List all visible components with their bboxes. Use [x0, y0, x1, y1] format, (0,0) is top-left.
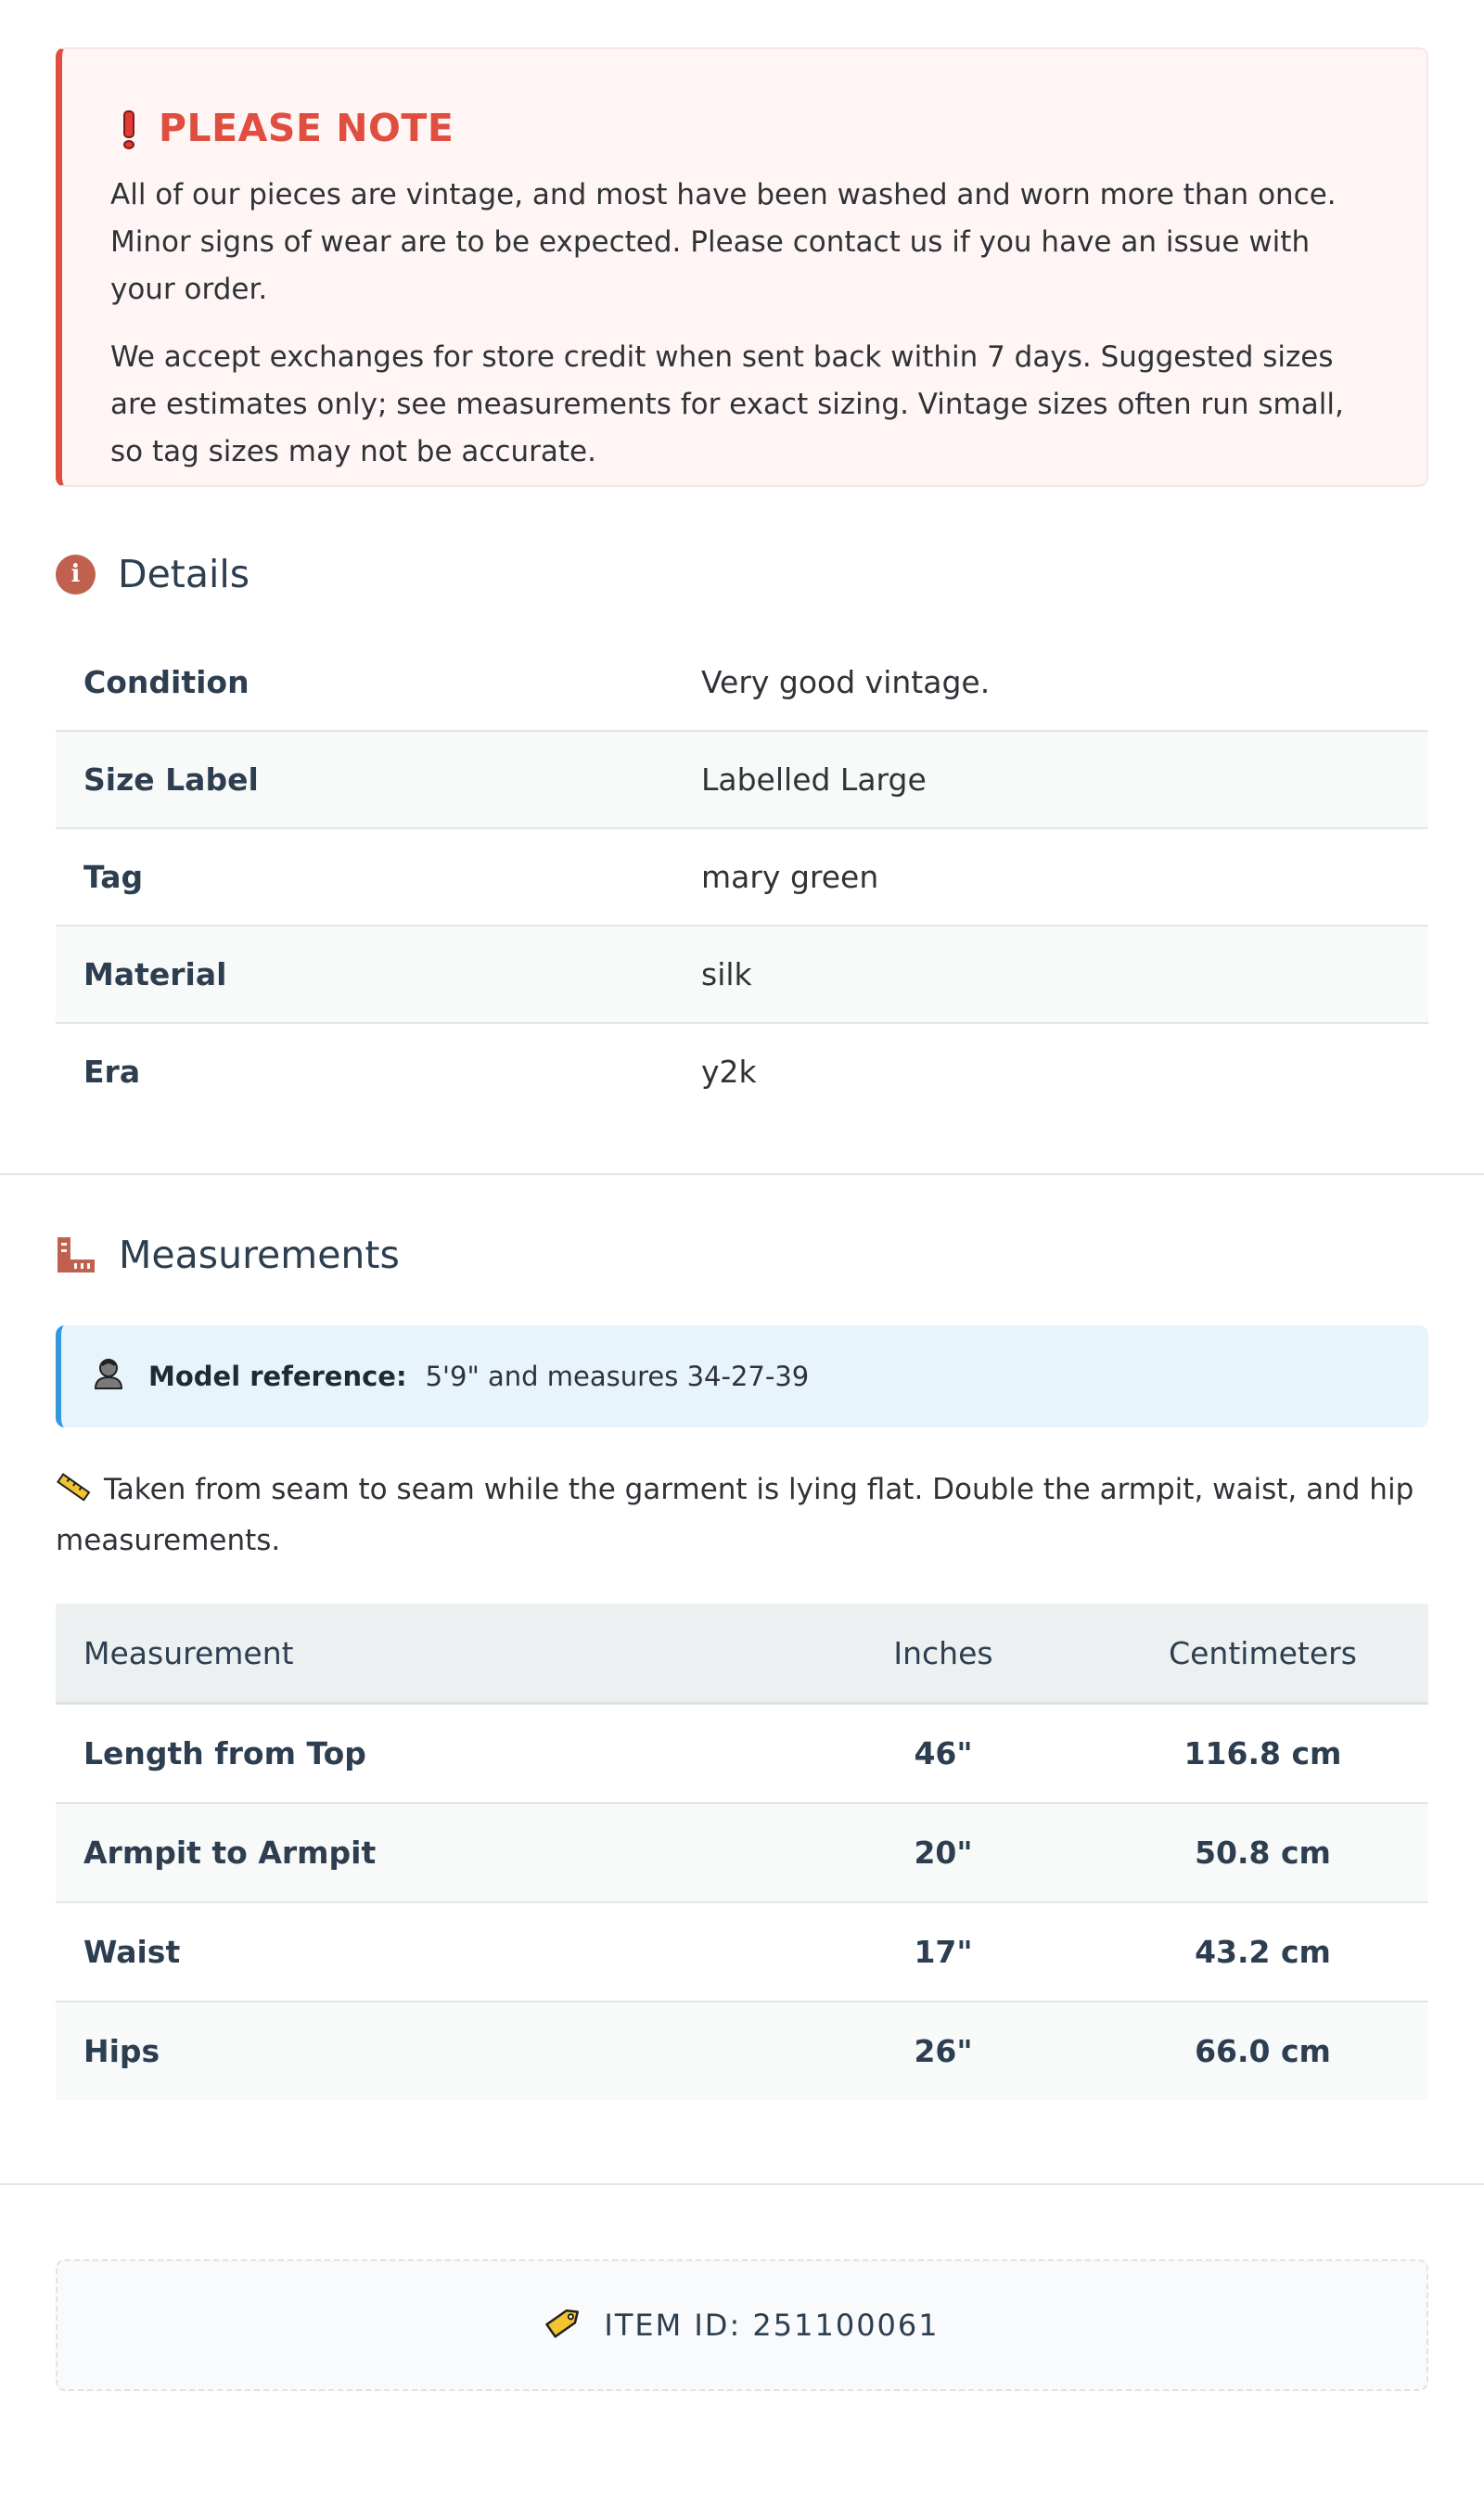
- header-centimeters: Centimeters: [1097, 1604, 1428, 1704]
- section-divider: [0, 1173, 1484, 1175]
- item-id-box: [56, 2259, 1428, 2391]
- table-row: [56, 2002, 1428, 2100]
- model-reference-label: Model reference:: [148, 1361, 407, 1392]
- info-icon: i: [56, 555, 96, 595]
- item-id-text: ITEM ID: 251100061: [604, 2308, 940, 2343]
- measurement-cm: 66.0 cm: [1097, 2002, 1428, 2100]
- detail-label: Material: [56, 926, 673, 1023]
- please-note-box: [56, 47, 1428, 487]
- measurement-note-text: Taken from seam to seam while the garment is lying flat. Double the armpit, waist, and hip measurements.: [56, 1473, 1414, 1557]
- measurement-inches: 26": [789, 2002, 1097, 2100]
- detail-value: Very good vintage.: [673, 634, 1428, 731]
- notice-header: [110, 103, 1380, 153]
- table-row: [56, 634, 1428, 731]
- model-reference-value: 5'9" and measures 34-27-39: [425, 1361, 810, 1392]
- measurement-cm: 43.2 cm: [1097, 1902, 1428, 2002]
- person-icon: [93, 1357, 124, 1397]
- detail-value: Labelled Large: [673, 731, 1428, 828]
- ruler-icon: [56, 1235, 96, 1274]
- measurement-inches: 17": [789, 1902, 1097, 2002]
- measurement-name: Armpit to Armpit: [56, 1803, 789, 1902]
- measurement-inches: 46": [789, 1704, 1097, 1804]
- notice-paragraph-1: All of our pieces are vintage, and most have been washed and worn more than once. Minor signs of wear are to be expected. Please contact us if you have an issue with your order.: [110, 178, 1337, 306]
- table-row: [56, 1902, 1428, 2002]
- table-header-row: [56, 1604, 1428, 1704]
- details-header: [56, 552, 1428, 596]
- header-measurement: Measurement: [56, 1604, 789, 1704]
- item-id-section: [56, 2259, 1428, 2391]
- table-row: [56, 1803, 1428, 1902]
- detail-value: silk: [673, 926, 1428, 1023]
- detail-label: Condition: [56, 634, 673, 731]
- detail-value: y2k: [701, 1054, 757, 1090]
- table-row: [56, 926, 1428, 1023]
- pencil-icon: [56, 1470, 93, 1517]
- measurements-table: [56, 1604, 1428, 2100]
- details-table: [56, 634, 1428, 1119]
- detail-label: Tag: [56, 828, 673, 926]
- measurements-title: Measurements: [119, 1233, 400, 1277]
- measurement-cm: 116.8 cm: [1097, 1704, 1428, 1804]
- measurement-note: [56, 1466, 1428, 1565]
- measurement-inches: 20": [789, 1803, 1097, 1902]
- notice-title: PLEASE NOTE: [159, 106, 454, 150]
- page-content: [56, 47, 1428, 1119]
- model-reference-box: [56, 1325, 1428, 1427]
- details-title: Details: [118, 552, 250, 596]
- exclamation-icon: [120, 109, 138, 147]
- table-row: [56, 1704, 1428, 1804]
- measurements-header: [56, 1233, 1428, 1277]
- detail-label: Size Label: [56, 731, 673, 828]
- section-divider: [0, 2183, 1484, 2185]
- measurement-cm: 50.8 cm: [1097, 1803, 1428, 1902]
- table-row: [56, 1023, 1428, 1119]
- table-row: [56, 731, 1428, 828]
- header-inches: Inches: [789, 1604, 1097, 1704]
- tag-icon: [544, 2305, 583, 2346]
- measurement-name: Waist: [56, 1902, 789, 2002]
- measurement-name: Length from Top: [56, 1704, 789, 1804]
- detail-value: mary green: [673, 828, 1428, 926]
- measurement-name: Hips: [56, 2002, 789, 2100]
- notice-paragraph-2: We accept exchanges for store credit when sent back within 7 days. Suggested sizes are estimates only; see measurements for exact sizing. Vintage sizes often run small, so tag sizes may not be accurate.: [110, 340, 1344, 468]
- table-row: [56, 828, 1428, 926]
- detail-label: Era: [83, 1054, 141, 1090]
- measurements-section: [56, 1233, 1428, 2100]
